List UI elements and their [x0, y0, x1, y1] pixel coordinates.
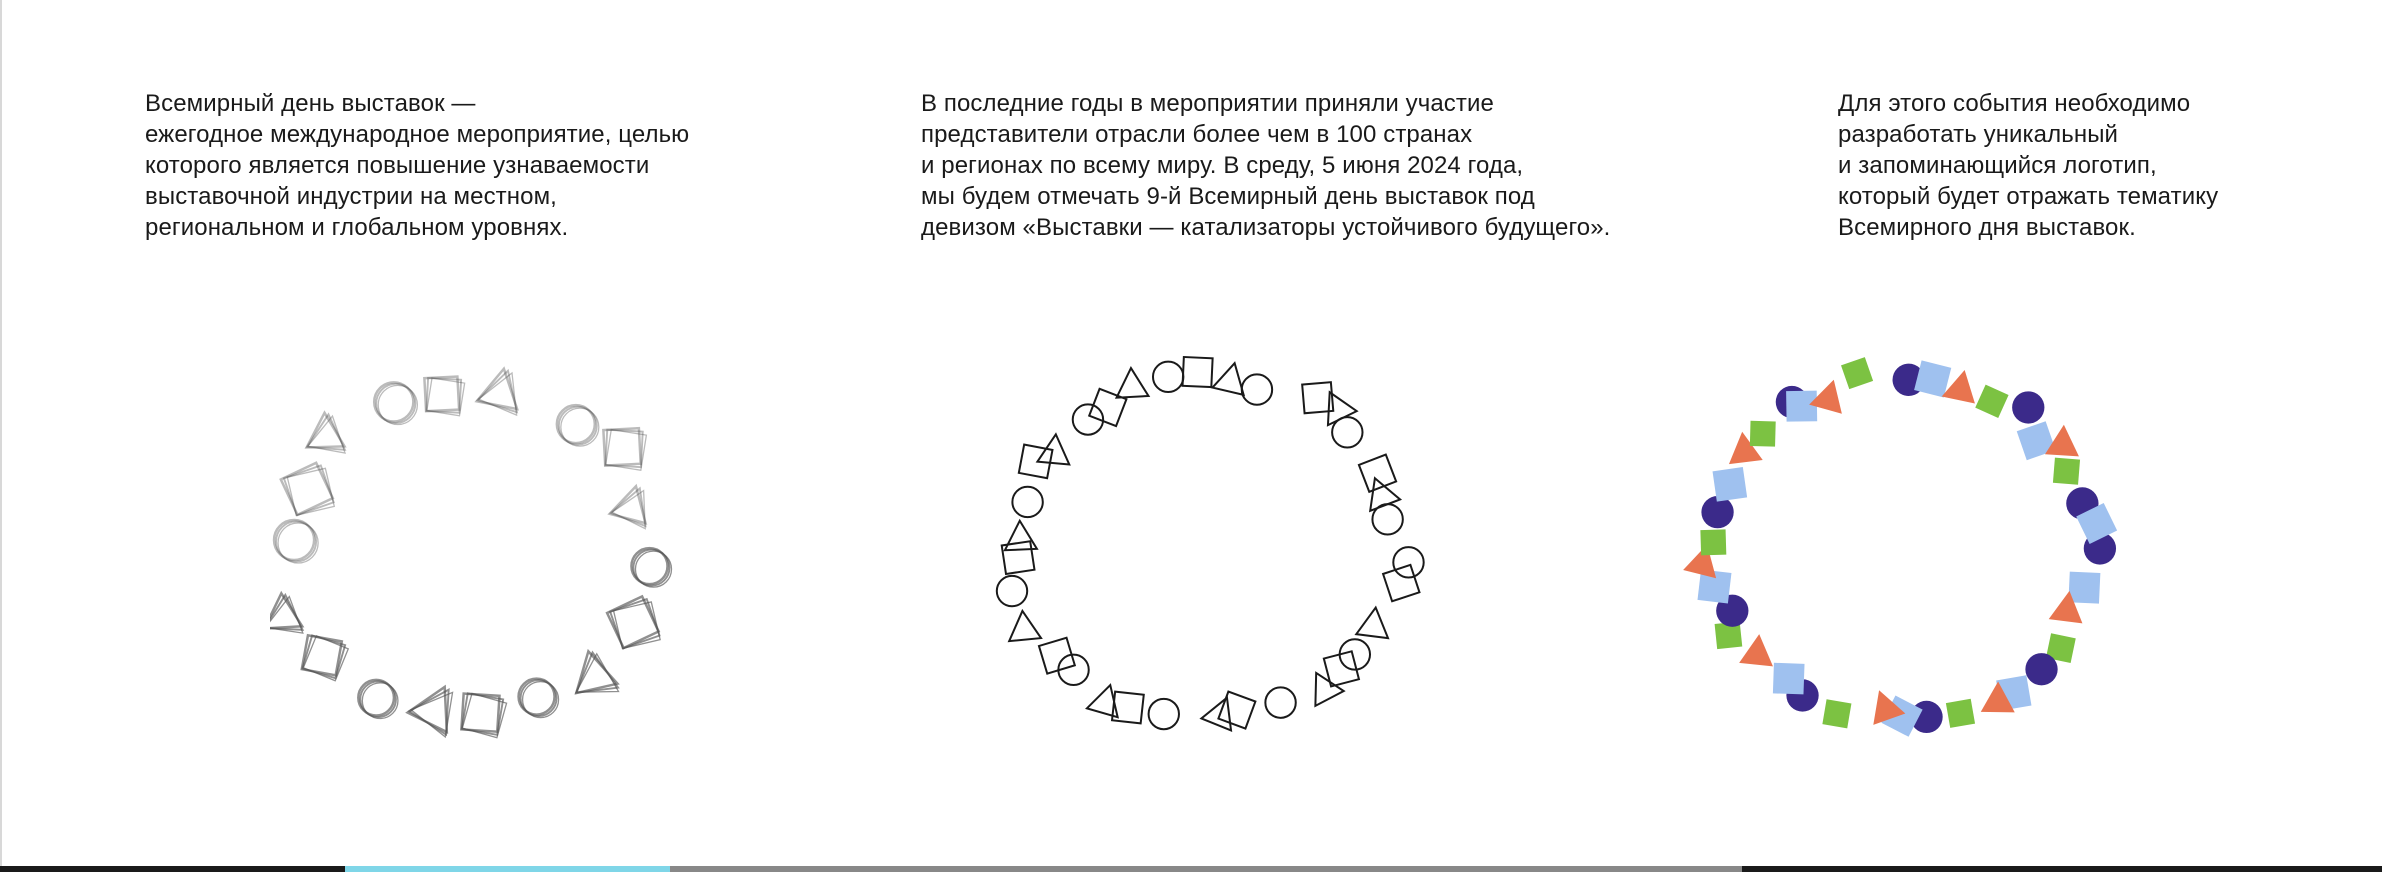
square-shape [1218, 692, 1255, 729]
bottom-accent-strip [345, 866, 670, 872]
square-shape [2068, 572, 2100, 604]
circle-shape [2012, 391, 2044, 423]
circle-shape [1012, 487, 1042, 517]
text-line: и регионах по всему миру. В среду, 5 июня 2024 года, [921, 152, 1524, 179]
square-shape [1183, 357, 1213, 387]
logo-color-ring [1680, 335, 2120, 765]
square-shape [1112, 692, 1144, 724]
square-shape [1089, 389, 1126, 426]
history-paragraph [921, 88, 1610, 243]
triangle-shape [610, 482, 654, 524]
triangle-shape [1006, 609, 1041, 641]
triangle-shape [1115, 367, 1149, 397]
square-shape [1383, 565, 1419, 601]
text-line: Всемирного дня выставок. [1838, 214, 2136, 241]
task-paragraph [1838, 88, 2218, 243]
text-line: девизом «Выставки — катализаторы устойчивого будущего». [921, 214, 1611, 241]
left-edge-divider [0, 0, 2, 872]
square-shape [2053, 458, 2080, 485]
circle-shape [378, 385, 417, 424]
square-shape [1773, 663, 1805, 695]
circle-shape [278, 523, 318, 563]
text-line: мы будем отмечать 9-й Всемирный день выставок под [921, 183, 1535, 210]
circle-shape [1265, 687, 1295, 717]
circle-shape [1372, 504, 1402, 534]
circle-shape [1332, 417, 1362, 447]
square-shape [1975, 385, 2008, 418]
triangle-shape [1004, 520, 1037, 550]
text-line: который будет отражать тематику [1838, 183, 2219, 210]
bottom-scrollbar-thumb[interactable] [670, 866, 1742, 872]
triangle-shape [408, 677, 465, 732]
text-line: представители отрасли более чем в 100 странах [921, 121, 1473, 148]
circle-shape [2025, 653, 2057, 685]
logo-outline-ring [985, 335, 1425, 765]
triangle-shape [1212, 360, 1250, 395]
square-shape [1359, 455, 1396, 492]
square-shape [1019, 445, 1053, 479]
triangle-shape [1315, 385, 1356, 425]
triangle-shape [1356, 606, 1391, 639]
intro-paragraph [145, 88, 689, 243]
text-line: региональном и глобальном уровнях. [145, 214, 569, 241]
text-line: которого является повышение узнаваемости [145, 152, 650, 179]
square-shape [1713, 467, 1748, 502]
square-shape [1841, 357, 1873, 389]
text-line: разработать уникальный [1838, 121, 2119, 148]
circle-shape [1153, 362, 1183, 392]
logo-sketch-ring [270, 340, 710, 770]
text-line: Для этого события необходимо [1838, 90, 2191, 117]
text-line: выставочной индустрии на местном, [145, 183, 557, 210]
text-line: В последние годы в мероприятии приняли участие [921, 90, 1494, 117]
circle-shape [561, 408, 599, 446]
circle-shape [1393, 547, 1423, 577]
square-shape [1822, 699, 1851, 728]
triangle-shape [1087, 681, 1126, 718]
circle-shape [1242, 374, 1272, 404]
text-line: Всемирный день выставок — [145, 90, 476, 117]
square-shape [1786, 391, 1817, 422]
circle-shape [1149, 699, 1179, 729]
square-shape [1700, 529, 1726, 555]
square-shape [1750, 421, 1776, 447]
triangle-shape [1739, 632, 1776, 666]
text-line: ежегодное международное мероприятие, целью [145, 121, 690, 148]
text-line: и запоминающийся логотип, [1838, 152, 2157, 179]
square-shape [1946, 699, 1975, 728]
circle-shape [997, 576, 1027, 606]
